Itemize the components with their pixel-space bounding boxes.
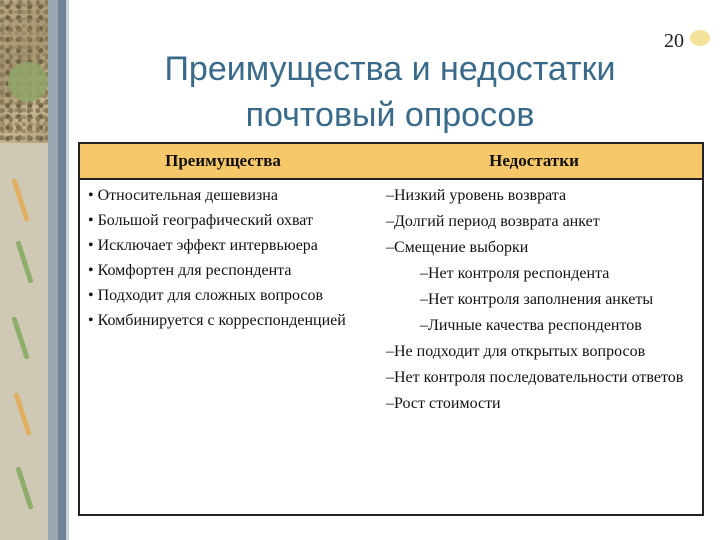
decorative-stripe [58, 0, 66, 540]
disadvantage-subitem: –Нет контроля респондента [420, 265, 610, 282]
header-advantages: Преимущества [165, 151, 281, 170]
comparison-table [78, 142, 704, 516]
table-body [80, 180, 702, 420]
disadvantages-column [366, 180, 702, 420]
decorative-accent [690, 30, 710, 46]
disadvantage-item: –Долгий период возврата анкет [386, 213, 600, 230]
advantage-item: • Подходит для сложных вопросов [88, 287, 324, 304]
slide-number: 20 [664, 30, 684, 52]
disadvantage-item: –Смещение выборки [386, 239, 529, 256]
decorative-circle [8, 62, 48, 102]
disadvantage-subitem: –Личные качества респондентов [420, 317, 642, 334]
advantage-item: • Большой географический охват [88, 212, 313, 229]
disadvantage-item: –Рост стоимости [386, 395, 501, 412]
header-disadvantages: Недостатки [489, 151, 579, 170]
advantage-item: • Относительная дешевизна [88, 187, 278, 204]
advantages-column [80, 180, 366, 420]
decorative-stripe [48, 0, 58, 540]
disadvantage-item: –Нет контроля последовательности ответов [386, 369, 684, 386]
disadvantage-item: –Низкий уровень возврата [386, 187, 567, 204]
disadvantage-item: –Не подходит для открытых вопросов [386, 343, 646, 360]
advantage-item: • Комфортен для респондента [88, 262, 292, 279]
slide-title: Преимущества и недостатки почтовый опросов [164, 50, 616, 134]
table-header [80, 144, 702, 180]
advantage-item: • Комбинируется с корреспонденцией [88, 312, 346, 329]
decorative-stripe [66, 0, 69, 540]
advantage-item: • Исключает эффект интервьюера [88, 237, 318, 254]
disadvantage-subitem: –Нет контроля заполнения анкеты [420, 291, 654, 308]
